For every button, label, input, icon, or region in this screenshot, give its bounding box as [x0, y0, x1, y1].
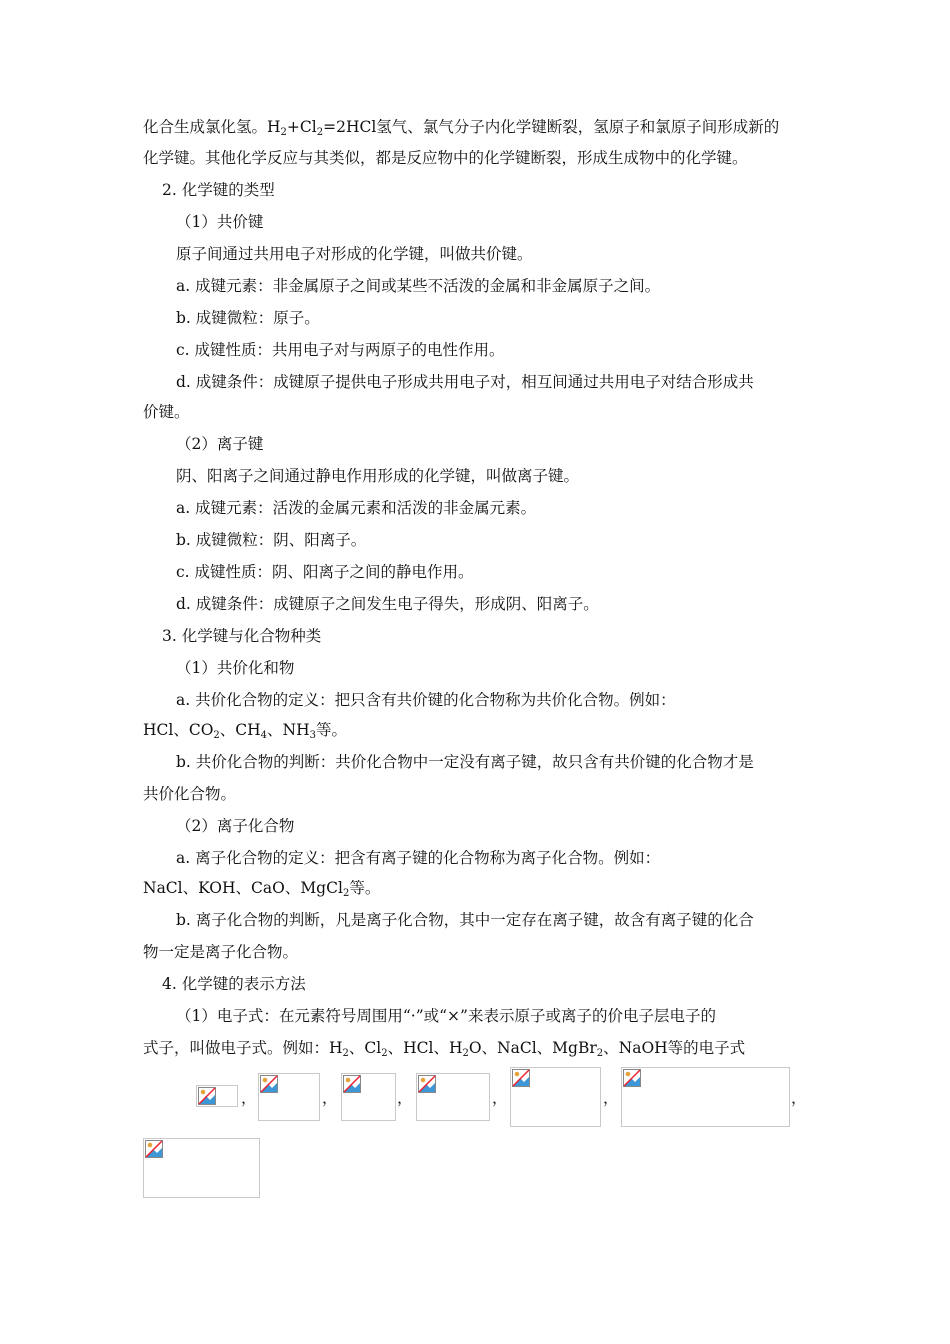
list-item: a. 成键元素：非金属原子之间或某些不活泼的金属和非金属原子之间。 [176, 277, 661, 295]
paragraph-line: 原子间通过共用电子对形成的化学键，叫做共价键。 [176, 245, 533, 263]
list-item: a. 成键元素：活泼的金属元素和活泼的非金属元素。 [176, 499, 537, 517]
paragraph-line: HCl、$CO_2$、$CH_4$、$NH_3$等。 [143, 721, 348, 741]
subsection-heading: （1）共价化和物 [176, 659, 295, 677]
paragraph-line: 阴、阳离子之间通过静电作用形成的化学键，叫做离子键。 [176, 467, 580, 485]
comma-separator: ， [397, 1089, 413, 1107]
paragraph-line: （1）电子式：在元素符号周围用“·”或“×”来表示原子或离子的价电子层电子的 [176, 1007, 716, 1025]
subsection-heading: （2）离子键 [176, 435, 264, 453]
section-heading: 3. 化学键与化合物种类 [162, 627, 322, 645]
broken-image-icon [416, 1073, 490, 1121]
broken-image-icon [621, 1067, 790, 1127]
comma-separator: ， [603, 1089, 619, 1107]
list-item: b. 成键微粒：原子。 [176, 309, 320, 327]
list-item: c. 成键性质：阴、阳离子之间的静电作用。 [176, 563, 474, 581]
section-heading: 4. 化学键的表示方法 [162, 975, 306, 993]
paragraph-line: 价键。 [143, 403, 190, 421]
list-item: c. 成键性质：共用电子对与两原子的电性作用。 [176, 341, 505, 359]
list-item: b. 共价化合物的判断：共价化合物中一定没有离子键，故只含有共价键的化合物才是 [176, 753, 754, 771]
paragraph-line: 物一定是离子化合物。 [143, 943, 299, 961]
comma-separator: ， [791, 1089, 807, 1107]
paragraph-line: 式子，叫做电子式。例如：$H_2$、$Cl_2$、HCl、$H_2O$、NaCl、MgBr$_2$、NaOH等的电子式 [143, 1039, 746, 1059]
comma-separator: ， [492, 1089, 508, 1107]
broken-image-icon [143, 1138, 260, 1198]
section-heading: 2. 化学键的类型 [162, 181, 275, 199]
broken-image-icon [510, 1067, 601, 1127]
broken-image-icon [341, 1073, 396, 1121]
list-item: d. 成键条件：成键原子之间发生电子得失，形成阴、阳离子。 [176, 595, 599, 613]
list-item: a. 离子化合物的定义：把含有离子键的化合物称为离子化合物。例如： [176, 849, 661, 867]
paragraph-line: 共价化合物。 [143, 785, 237, 803]
comma-separator: ， [322, 1089, 338, 1107]
broken-image-icon [196, 1085, 238, 1107]
broken-image-icon [258, 1073, 320, 1121]
list-item: b. 成键微粒：阴、阳离子。 [176, 531, 367, 549]
subsection-heading: （1）共价键 [176, 213, 264, 231]
list-item: b. 离子化合物的判断，凡是离子化合物，其中一定存在离子键，故含有离子键的化合 [176, 911, 754, 929]
list-item: a. 共价化合物的定义：把只含有共价键的化合物称为共价化合物。例如： [176, 691, 676, 709]
list-item: d. 成键条件：成键原子提供电子形成共用电子对，相互间通过共用电子对结合形成共 [176, 373, 754, 391]
paragraph-line: NaCl、KOH、CaO、MgCl$_2$等。 [143, 879, 381, 899]
comma-separator: ， [241, 1089, 257, 1107]
subsection-heading: （2）离子化合物 [176, 817, 295, 835]
paragraph-line: 化学键。其他化学反应与其类似，都是反应物中的化学键断裂，形成生成物中的化学键。 [143, 149, 748, 167]
paragraph-line: 化合生成氯化氢。$H_2+Cl_2=2HCl$氢气、氯气分子内化学键断裂，氢原子和氯原子间形成新的 [143, 118, 780, 138]
